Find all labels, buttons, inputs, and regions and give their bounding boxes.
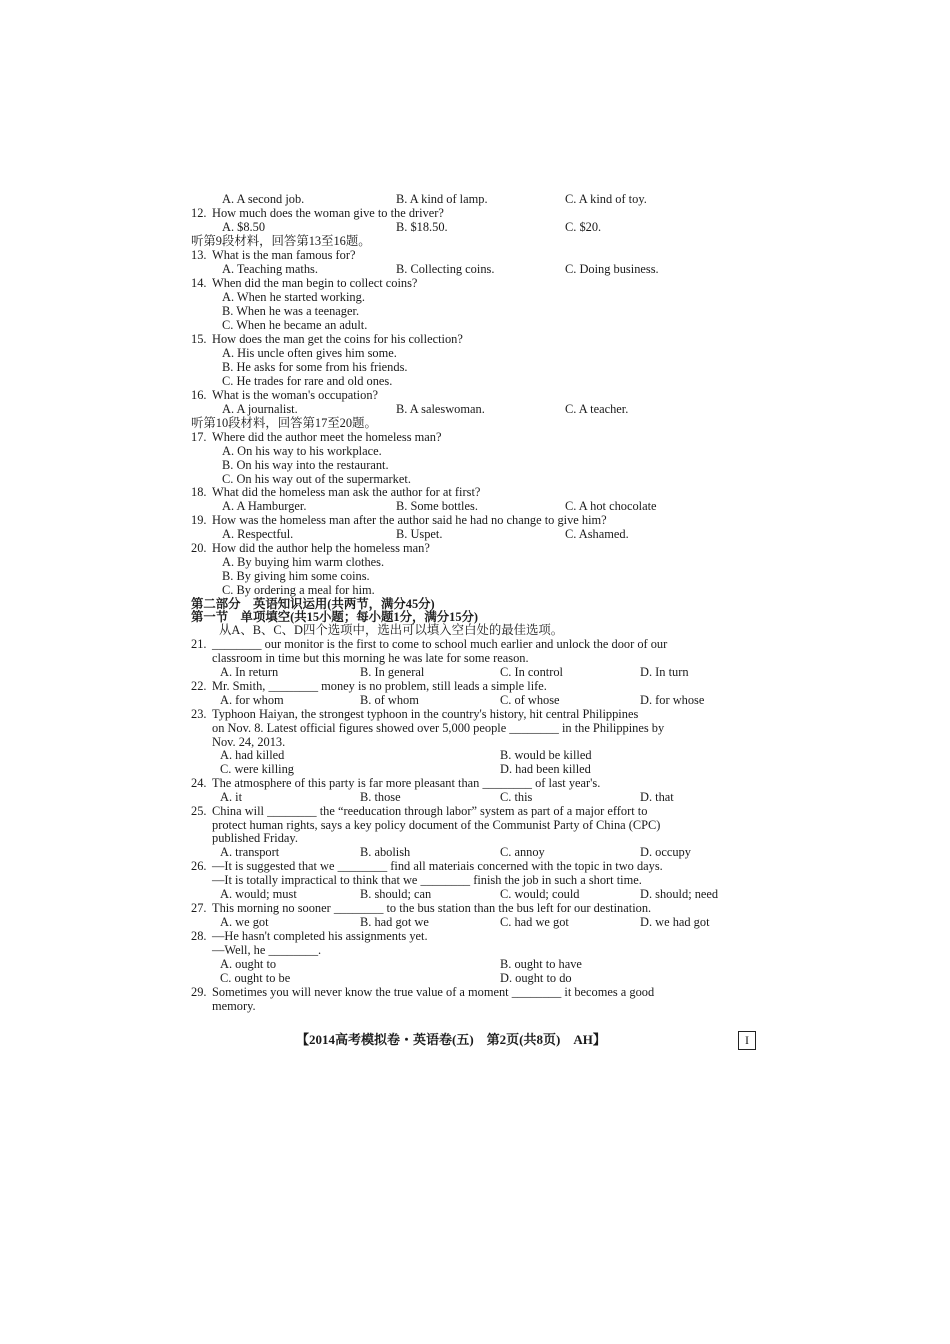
- option-text: D. that: [640, 790, 674, 804]
- line-text: How did the author help the homeless man?: [212, 541, 430, 555]
- question-line: [0, 985, 950, 999]
- line-text: protect human rights, says a key policy document of the Communist Party of China (CPC): [212, 818, 661, 832]
- question-line: [0, 776, 950, 790]
- option-text: C. were killing: [220, 762, 294, 776]
- option-text: A. for whom: [220, 693, 284, 707]
- option-text: B. In general: [360, 665, 425, 679]
- option-text: B. Collecting coins.: [396, 262, 495, 276]
- line-text: 听第10段材料，回答第17至20题。: [191, 416, 377, 430]
- option-text: B. A kind of lamp.: [396, 192, 488, 206]
- text-line: [0, 790, 950, 804]
- text-line: [0, 748, 950, 762]
- option-text: C. A hot chocolate: [565, 499, 657, 513]
- option-text: A. transport: [220, 845, 280, 859]
- question-line: [0, 804, 950, 818]
- text-line: [0, 304, 950, 318]
- line-text: How was the homeless man after the author said he had no change to give him?: [212, 513, 607, 527]
- line-text: This morning no sooner ________ to the bus station than the bus left for our destination.: [212, 901, 652, 915]
- option-text: A. In return: [220, 665, 279, 679]
- text-line: [0, 290, 950, 304]
- question-line: [0, 901, 950, 915]
- line-text: Where did the author meet the homeless man?: [212, 430, 442, 444]
- line-text: C. On his way out of the supermarket.: [222, 472, 411, 486]
- question-number: 16.: [191, 388, 207, 402]
- option-text: A. had killed: [220, 748, 285, 762]
- line-text: B. On his way into the restaurant.: [222, 458, 389, 472]
- option-text: A. Respectful.: [222, 527, 294, 541]
- text-line: [0, 957, 950, 971]
- question-line: [0, 707, 950, 721]
- question-line: [0, 248, 950, 262]
- option-text: B. ought to have: [500, 957, 582, 971]
- question-line: [0, 513, 950, 527]
- line-text: How does the man get the coins for his collection?: [212, 332, 463, 346]
- option-text: C. would; could: [500, 887, 580, 901]
- line-text: classroom in time but this morning he was late for some reason.: [212, 651, 529, 665]
- option-text: C. annoy: [500, 845, 545, 859]
- line-text: —He hasn't completed his assignments yet.: [212, 929, 428, 943]
- question-number: 17.: [191, 430, 207, 444]
- text-line: [0, 234, 950, 248]
- text-line: [0, 583, 950, 597]
- question-number: 14.: [191, 276, 207, 290]
- question-number: 18.: [191, 485, 207, 499]
- text-line: [0, 416, 950, 430]
- option-text: D. we had got: [640, 915, 710, 929]
- line-text: Typhoon Haiyan, the strongest typhoon in the country's history, hit central Philippines: [212, 707, 639, 721]
- line-text: B. He asks for some from his friends.: [222, 360, 408, 374]
- question-line: [0, 206, 950, 220]
- option-text: C. $20.: [565, 220, 602, 234]
- text-line: [0, 735, 950, 749]
- line-text: B. When he was a teenager.: [222, 304, 360, 318]
- text-line: [0, 262, 950, 276]
- text-line: [0, 458, 950, 472]
- line-text: published Friday.: [212, 831, 298, 845]
- option-text: A. ought to: [220, 957, 277, 971]
- option-text: C. A teacher.: [565, 402, 629, 416]
- page-mark: I: [738, 1031, 756, 1050]
- line-text: A. When he started working.: [222, 290, 365, 304]
- text-line: [0, 318, 950, 332]
- line-text: A. His uncle often gives him some.: [222, 346, 397, 360]
- option-text: B. those: [360, 790, 401, 804]
- question-number: 19.: [191, 513, 207, 527]
- option-text: D. had been killed: [500, 762, 591, 776]
- option-text: B. Some bottles.: [396, 499, 478, 513]
- line-text: A. On his way to his workplace.: [222, 444, 382, 458]
- page-footer: 【2014高考模拟卷・英语卷(五) 第2页(共8页) AH】: [296, 1032, 606, 1047]
- question-line: [0, 859, 950, 873]
- question-number: 13.: [191, 248, 207, 262]
- question-line: [0, 679, 950, 693]
- text-line: [0, 374, 950, 388]
- option-text: D. ought to do: [500, 971, 572, 985]
- question-line: [0, 430, 950, 444]
- question-number: 21.: [191, 637, 207, 651]
- option-text: B. of whom: [360, 693, 419, 707]
- option-text: A. A second job.: [222, 192, 305, 206]
- option-text: A. A journalist.: [222, 402, 298, 416]
- option-text: B. $18.50.: [396, 220, 448, 234]
- text-line: [0, 831, 950, 845]
- question-number: 27.: [191, 901, 207, 915]
- line-text: 第一节 单项填空(共15小题；每小题1分，满分15分): [191, 610, 479, 624]
- question-number: 23.: [191, 707, 207, 721]
- line-text: 听第9段材料，回答第13至16题。: [191, 234, 371, 248]
- option-text: A. would; must: [220, 887, 297, 901]
- line-text: B. By giving him some coins.: [222, 569, 370, 583]
- text-line: [0, 346, 950, 360]
- text-line: [0, 597, 950, 611]
- line-text: on Nov. 8. Latest official figures showed over 5,000 people ________ in the Philippines by: [212, 721, 665, 735]
- question-number: 24.: [191, 776, 207, 790]
- option-text: C. of whose: [500, 693, 560, 707]
- option-text: A. we got: [220, 915, 269, 929]
- question-number: 26.: [191, 859, 207, 873]
- text-line: [0, 762, 950, 776]
- option-text: A. A Hamburger.: [222, 499, 307, 513]
- text-line: [0, 721, 950, 735]
- line-text: C. He trades for rare and old ones.: [222, 374, 393, 388]
- line-text: C. By ordering a meal for him.: [222, 583, 375, 597]
- line-text: Mr. Smith, ________ money is no problem, still leads a simple life.: [212, 679, 547, 693]
- option-text: D. occupy: [640, 845, 691, 859]
- line-text: —It is suggested that we ________ find all materiais concerned with the topic in two days.: [212, 859, 663, 873]
- text-line: [0, 971, 950, 985]
- text-line: [0, 651, 950, 665]
- question-line: [0, 929, 950, 943]
- text-line: [0, 569, 950, 583]
- option-text: B. Uspet.: [396, 527, 443, 541]
- question-number: 12.: [191, 206, 207, 220]
- line-text: What did the homeless man ask the author for at first?: [212, 485, 481, 499]
- line-text: 第二部分 英语知识运用(共两节，满分45分): [191, 597, 435, 611]
- line-text: Nov. 24, 2013.: [212, 735, 286, 749]
- question-number: 25.: [191, 804, 207, 818]
- text-line: [0, 192, 950, 206]
- option-text: A. it: [220, 790, 243, 804]
- option-text: B. A saleswoman.: [396, 402, 485, 416]
- text-line: [0, 472, 950, 486]
- line-text: 从A、B、C、D四个选项中，选出可以填入空白处的最佳选项。: [219, 623, 564, 637]
- line-text: A. By buying him warm clothes.: [222, 555, 385, 569]
- option-text: A. $8.50: [222, 220, 266, 234]
- question-line: [0, 332, 950, 346]
- option-text: D. In turn: [640, 665, 689, 679]
- question-number: 20.: [191, 541, 207, 555]
- question-number: 29.: [191, 985, 207, 999]
- text-line: [0, 527, 950, 541]
- line-text: Sometimes you will never know the true value of a moment ________ it becomes a good: [212, 985, 655, 999]
- option-text: D. for whose: [640, 693, 705, 707]
- text-line: [0, 444, 950, 458]
- text-line: [0, 610, 950, 624]
- question-line: [0, 485, 950, 499]
- line-text: What is the woman's occupation?: [212, 388, 379, 402]
- line-text: When did the man begin to collect coins?: [212, 276, 418, 290]
- question-line: [0, 637, 950, 651]
- line-text: What is the man famous for?: [212, 248, 356, 262]
- line-text: ________ our monitor is the first to come to school much earlier and unlock the door of our: [212, 637, 668, 651]
- line-text: How much does the woman give to the driver?: [212, 206, 444, 220]
- option-text: C. In control: [500, 665, 563, 679]
- text-line: [0, 873, 950, 887]
- text-line: [0, 402, 950, 416]
- line-text: memory.: [212, 999, 256, 1013]
- option-text: C. had we got: [500, 915, 569, 929]
- text-line: [0, 665, 950, 679]
- question-number: 22.: [191, 679, 207, 693]
- text-line: [0, 499, 950, 513]
- option-text: B. should; can: [360, 887, 432, 901]
- text-line: [0, 943, 950, 957]
- text-line: [0, 623, 950, 637]
- question-number: 15.: [191, 332, 207, 346]
- option-text: B. would be killed: [500, 748, 592, 762]
- question-line: [0, 276, 950, 290]
- line-text: —It is totally impractical to think that we ________ finish the job in such a short time.: [212, 873, 642, 887]
- option-text: C. Ashamed.: [565, 527, 629, 541]
- text-line: [0, 693, 950, 707]
- line-text: C. When he became an adult.: [222, 318, 368, 332]
- text-line: [0, 555, 950, 569]
- line-text: The atmosphere of this party is far more pleasant than ________ of last year's.: [212, 776, 601, 790]
- option-text: B. abolish: [360, 845, 411, 859]
- option-text: D. should; need: [640, 887, 719, 901]
- question-number: 28.: [191, 929, 207, 943]
- question-line: [0, 388, 950, 402]
- option-text: B. had got we: [360, 915, 429, 929]
- text-line: [0, 360, 950, 374]
- line-text: China will ________ the “reeducation through labor” system as part of a major effort to: [212, 804, 648, 818]
- option-text: C. Doing business.: [565, 262, 659, 276]
- text-line: [0, 915, 950, 929]
- line-text: —Well, he ________.: [212, 943, 322, 957]
- option-text: C. ought to be: [220, 971, 291, 985]
- option-text: C. this: [500, 790, 533, 804]
- question-line: [0, 541, 950, 555]
- text-line: [0, 220, 950, 234]
- text-line: [0, 845, 950, 859]
- option-text: C. A kind of toy.: [565, 192, 647, 206]
- text-line: [0, 999, 950, 1013]
- text-line: [0, 818, 950, 832]
- text-line: [0, 887, 950, 901]
- option-text: A. Teaching maths.: [222, 262, 318, 276]
